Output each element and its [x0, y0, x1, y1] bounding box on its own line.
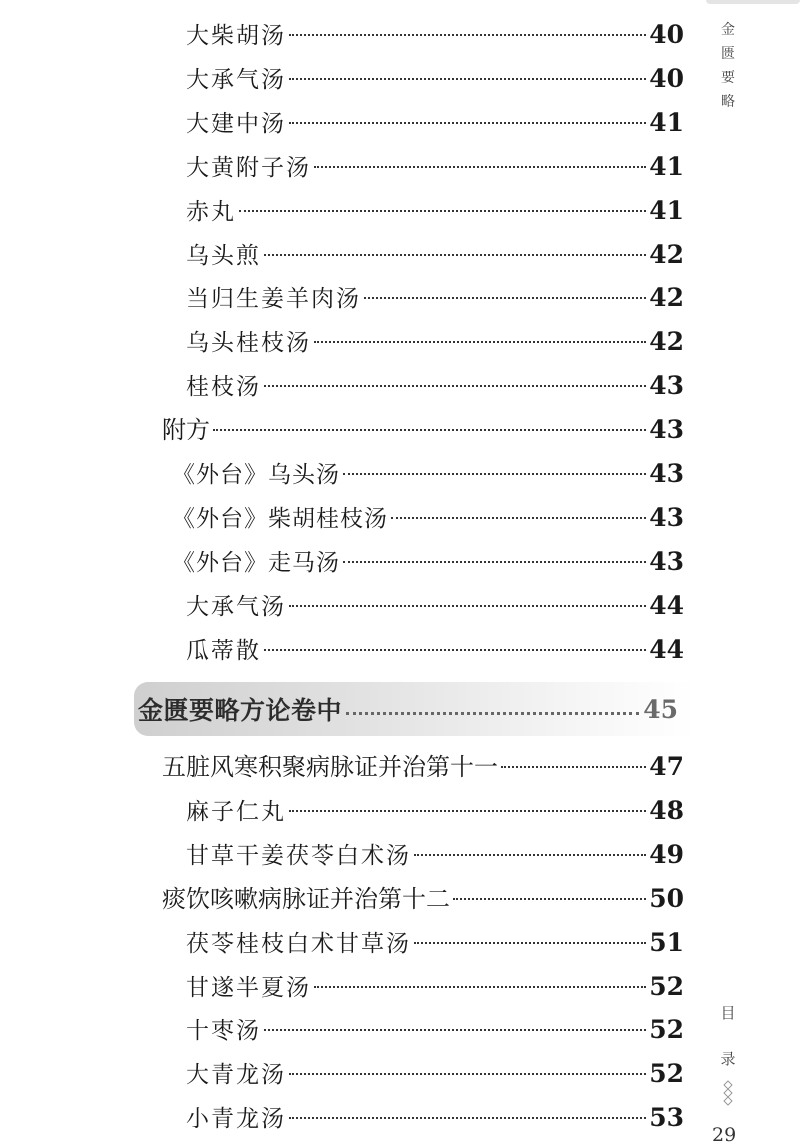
toc-entry[interactable] — [162, 410, 684, 450]
toc-entry-title: 小青龙汤 — [186, 1106, 286, 1133]
dot-leader — [414, 942, 646, 944]
toc-entry[interactable] — [172, 498, 684, 538]
book-title-char: 要 — [721, 70, 735, 86]
dot-leader — [314, 986, 646, 988]
toc-entry-title: 瓜蒂散 — [186, 637, 261, 664]
toc-entry[interactable] — [186, 103, 684, 143]
toc-entry-page: 43 — [649, 546, 684, 576]
dot-leader — [289, 34, 646, 36]
section-char: 录 — [720, 1050, 736, 1068]
running-head-section — [717, 990, 739, 1082]
toc-entry-title: 《外台》走马汤 — [172, 549, 340, 576]
toc-entry-page: 51 — [649, 927, 684, 957]
toc-entry-title: 大青龙汤 — [186, 1062, 286, 1089]
toc-entry-page: 49 — [649, 839, 684, 869]
toc-entry[interactable] — [186, 59, 684, 99]
toc-entry-title: 乌头桂枝汤 — [186, 330, 311, 357]
toc-entry-title: 大建中汤 — [186, 110, 286, 137]
toc-entry-title: 附方 — [162, 416, 210, 445]
dot-leader — [343, 473, 646, 475]
book-title-char: 金 — [721, 22, 735, 38]
toc-entry[interactable] — [186, 1054, 684, 1094]
dot-leader — [289, 810, 646, 812]
toc-entry-page: 43 — [649, 502, 684, 532]
dot-leader — [264, 1029, 646, 1031]
toc-entry[interactable] — [186, 15, 684, 55]
dot-leader — [289, 78, 646, 80]
dot-leader — [414, 854, 646, 856]
toc-entry-page: 41 — [649, 195, 684, 225]
toc-entry-title: 十枣汤 — [186, 1018, 261, 1045]
toc-entry[interactable] — [186, 1010, 684, 1050]
dot-leader — [264, 649, 646, 651]
toc-entry[interactable] — [186, 923, 684, 963]
toc-entry-page: 43 — [649, 415, 684, 445]
toc-entry-title: 赤丸 — [186, 198, 236, 225]
toc-entry-title: 甘草干姜茯苓白术汤 — [186, 842, 411, 869]
toc-entry-page: 48 — [649, 795, 684, 825]
dot-leader — [289, 605, 646, 607]
toc-entry[interactable] — [162, 879, 684, 919]
toc-entry[interactable] — [172, 542, 684, 582]
toc-entry-page: 40 — [649, 63, 684, 93]
toc-entry-page: 43 — [649, 371, 684, 401]
page-number: 29 — [712, 1124, 737, 1146]
dot-leader — [364, 297, 646, 299]
toc-entry-page: 41 — [649, 107, 684, 137]
toc-entry[interactable] — [186, 322, 684, 362]
toc-entry[interactable] — [186, 1098, 684, 1138]
toc-entry-page: 40 — [649, 20, 684, 49]
toc-entry-page: 42 — [649, 327, 684, 357]
toc-entry[interactable] — [186, 366, 684, 406]
book-title-char: 略 — [721, 94, 735, 110]
toc-entry[interactable] — [186, 278, 684, 318]
toc-entry[interactable] — [162, 747, 684, 787]
dot-leader — [264, 385, 646, 387]
top-edge-tab — [706, 0, 800, 4]
toc-entry-page: 52 — [649, 971, 684, 1001]
toc-entry-title: 《外台》乌头汤 — [172, 462, 340, 488]
toc-entry-title: 甘遂半夏汤 — [186, 974, 311, 1001]
toc-entry[interactable] — [186, 147, 684, 187]
toc-entry[interactable] — [172, 454, 684, 494]
dot-leader — [239, 210, 646, 212]
section-heading[interactable] — [134, 682, 694, 736]
toc-entry-title: 乌头煎 — [186, 242, 261, 269]
dot-leader — [343, 561, 646, 563]
dot-leader — [453, 898, 646, 900]
toc-entry-title: 茯苓桂枝白术甘草汤 — [186, 930, 411, 957]
book-title-char: 匮 — [721, 46, 735, 62]
toc-entry[interactable] — [186, 835, 684, 875]
toc-entry-page: 41 — [649, 151, 684, 181]
toc-entry[interactable] — [186, 967, 684, 1007]
dot-leader — [314, 166, 646, 168]
dot-leader — [314, 341, 646, 343]
dot-leader — [213, 429, 646, 431]
dot-leader — [289, 1117, 646, 1119]
toc-entry-page: 42 — [649, 239, 684, 269]
diamond-chain-icon — [720, 1080, 736, 1106]
toc-entry-page: 44 — [649, 590, 684, 620]
toc-entry-title: 当归生姜羊肉汤 — [186, 286, 361, 313]
toc-entry-title: 大承气汤 — [186, 66, 286, 93]
dot-leader — [289, 1073, 646, 1075]
toc-entry-title: 大承气汤 — [186, 593, 286, 620]
dot-leader — [264, 254, 646, 256]
toc-entry-title: 大柴胡汤 — [186, 23, 286, 49]
dot-leader — [391, 517, 646, 519]
toc-entry[interactable] — [186, 191, 684, 231]
toc-entry-title: 麻子仁丸 — [186, 798, 286, 825]
toc-entry-title: 桂枝汤 — [186, 374, 261, 401]
toc-entry[interactable] — [186, 630, 684, 670]
dot-leader — [346, 712, 639, 715]
toc-entry-title: 五脏风寒积聚病脉证并治第十一 — [162, 753, 498, 781]
toc-entry[interactable] — [186, 235, 684, 275]
toc-entry[interactable] — [186, 586, 684, 626]
dot-leader — [289, 122, 646, 124]
toc-entry-title: 《外台》柴胡桂枝汤 — [172, 505, 388, 532]
running-head-book-title — [717, 18, 739, 114]
toc-entry-page: 53 — [649, 1103, 684, 1133]
section-char: 目 — [720, 1004, 736, 1022]
toc-entry-page: 52 — [649, 1015, 684, 1045]
toc-entry-page: 52 — [649, 1059, 684, 1089]
dot-leader — [501, 766, 646, 768]
toc-entry-page: 43 — [649, 459, 684, 488]
toc-entry[interactable] — [186, 791, 684, 831]
toc-entry-title: 大黄附子汤 — [186, 154, 311, 181]
toc-entry-title: 痰饮咳嗽病脉证并治第十二 — [162, 884, 450, 913]
section-title: 金匮要略方论卷中 — [138, 696, 343, 725]
toc-entry-page: 42 — [649, 283, 684, 313]
toc-entry-page: 47 — [649, 752, 684, 781]
section-page: 45 — [643, 694, 678, 724]
toc-entry-page: 50 — [649, 883, 684, 913]
toc-entry-page: 44 — [649, 634, 684, 664]
